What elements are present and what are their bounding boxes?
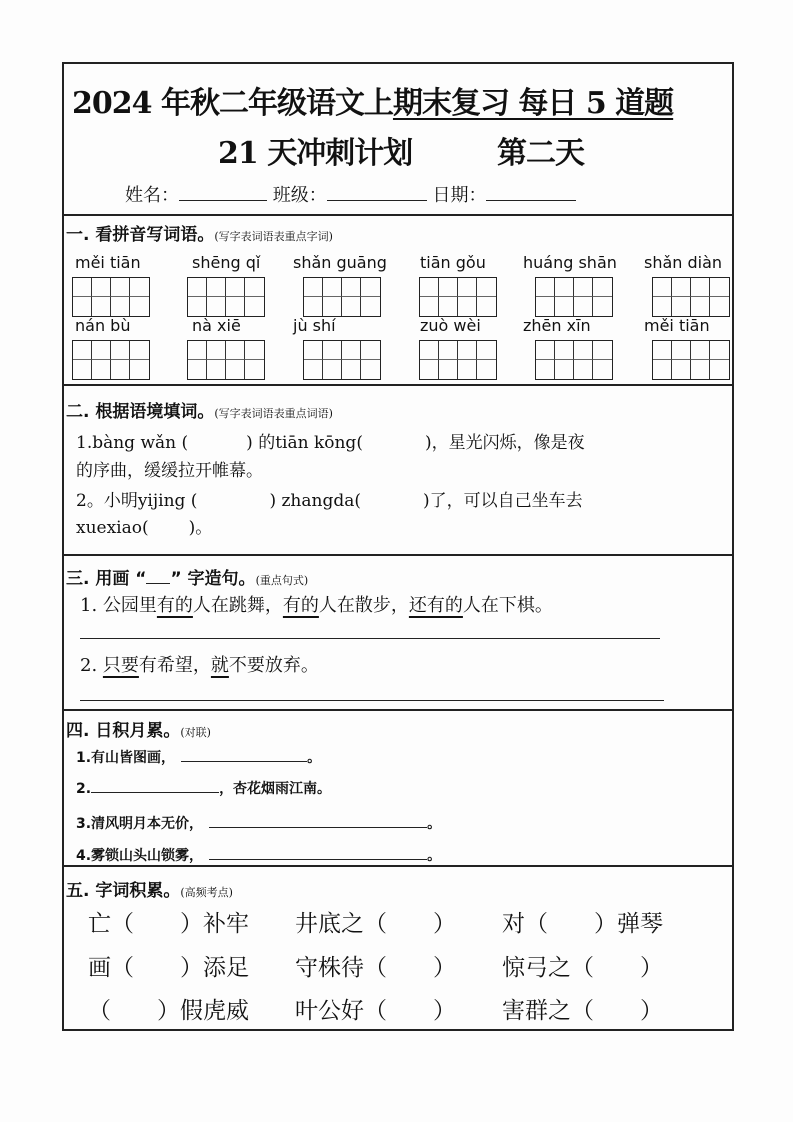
underline-sample bbox=[146, 583, 170, 584]
grid-cell bbox=[130, 341, 149, 360]
heading-text: 二. 根据语境填词。 bbox=[66, 402, 215, 422]
pinyin-label: jù shí bbox=[293, 316, 336, 335]
grid-cell bbox=[207, 360, 226, 379]
idiom-fill-item[interactable]: 惊弓之（ ） bbox=[502, 955, 663, 981]
pinyin-label: tiān gǒu bbox=[420, 253, 486, 272]
idiom-fill-item[interactable]: 叶公好（ ） bbox=[295, 998, 456, 1024]
grid-cell bbox=[710, 297, 729, 316]
key-phrase: 有的 bbox=[282, 595, 319, 616]
grid-cell bbox=[477, 341, 496, 360]
grid-cell bbox=[420, 341, 439, 360]
grid-cell bbox=[304, 297, 323, 316]
text: 4.雾锁山头山锁雾， bbox=[76, 848, 204, 864]
grid-cell bbox=[555, 297, 574, 316]
grid-cell bbox=[439, 278, 458, 297]
grid-cell bbox=[691, 341, 710, 360]
grid-cell bbox=[304, 278, 323, 297]
text: )，星光闪烁，像是夜 bbox=[424, 433, 585, 453]
writing-grid[interactable] bbox=[187, 277, 265, 317]
grid-cell bbox=[361, 278, 380, 297]
grid-cell bbox=[73, 341, 92, 360]
grid-cell bbox=[710, 341, 729, 360]
grid-cell bbox=[574, 341, 593, 360]
question-2-2-line2 bbox=[76, 513, 212, 538]
grid-cell bbox=[73, 278, 92, 297]
writing-grid[interactable] bbox=[419, 340, 497, 380]
grid-cell bbox=[323, 278, 342, 297]
grid-cell bbox=[672, 278, 691, 297]
grid-cell bbox=[574, 278, 593, 297]
grid-cell bbox=[439, 341, 458, 360]
grid-cell bbox=[92, 297, 111, 316]
question-2-2-line1 bbox=[76, 486, 583, 511]
writing-grid[interactable] bbox=[535, 277, 613, 317]
grid-cell bbox=[593, 278, 612, 297]
grid-cell bbox=[672, 297, 691, 316]
idiom-fill-item[interactable]: 亡（ ）补牢 bbox=[88, 911, 249, 937]
writing-grid[interactable] bbox=[72, 277, 150, 317]
idiom-fill-item[interactable]: 守株待（ ） bbox=[295, 955, 456, 981]
grid-cell bbox=[92, 360, 111, 379]
text: xuexiao( bbox=[76, 518, 149, 538]
couplet-1 bbox=[76, 747, 321, 767]
grid-cell bbox=[672, 360, 691, 379]
answer-blank[interactable] bbox=[91, 792, 219, 793]
grid-cell bbox=[439, 297, 458, 316]
grid-cell bbox=[458, 360, 477, 379]
answer-line[interactable] bbox=[80, 700, 664, 701]
grid-cell bbox=[245, 360, 264, 379]
text: ) zhangda( bbox=[269, 491, 361, 511]
grid-cell bbox=[574, 360, 593, 379]
text: 。 bbox=[427, 848, 442, 864]
couplet-4 bbox=[76, 845, 441, 865]
name-label: 姓名： bbox=[125, 185, 179, 206]
title-text: 2024 年秋二年级语文上 bbox=[72, 86, 393, 121]
grid-cell bbox=[130, 278, 149, 297]
sentence-text: 人在散步， bbox=[318, 595, 409, 616]
grid-cell bbox=[323, 360, 342, 379]
grid-cell bbox=[73, 360, 92, 379]
grid-cell bbox=[555, 341, 574, 360]
page-title bbox=[72, 78, 673, 122]
grid-cell bbox=[188, 341, 207, 360]
heading-note: (写字表词语表重点词语) bbox=[214, 407, 333, 420]
pinyin-label: nán bù bbox=[75, 316, 131, 335]
text: 。 bbox=[427, 816, 442, 832]
answer-blank[interactable] bbox=[181, 761, 307, 762]
section5-heading bbox=[66, 876, 233, 901]
grid-cell bbox=[691, 297, 710, 316]
heading-note: (高频考点) bbox=[180, 886, 233, 899]
question-2-1-line2: 的序曲，缓缓拉开帷幕。 bbox=[76, 461, 263, 481]
grid-cell bbox=[458, 341, 477, 360]
grid-cell bbox=[130, 360, 149, 379]
grid-cell bbox=[111, 360, 130, 379]
date-field[interactable] bbox=[486, 200, 576, 201]
grid-cell bbox=[420, 297, 439, 316]
grid-cell bbox=[207, 278, 226, 297]
question-3-2 bbox=[80, 651, 319, 677]
grid-cell bbox=[710, 360, 729, 379]
grid-cell bbox=[188, 297, 207, 316]
heading-text: ” 字造句。 bbox=[170, 569, 256, 589]
writing-grid[interactable] bbox=[535, 340, 613, 380]
heading-text: 四. 日积月累。 bbox=[66, 721, 181, 741]
grid-cell bbox=[245, 297, 264, 316]
title-underlined-text: 期末复习 每日 5 道题 bbox=[392, 86, 674, 121]
grid-cell bbox=[304, 360, 323, 379]
grid-cell bbox=[226, 341, 245, 360]
pinyin-label: nà xiē bbox=[192, 316, 241, 335]
text: 3.清风明月本无价， bbox=[76, 816, 204, 832]
grid-cell bbox=[245, 278, 264, 297]
grid-cell bbox=[672, 341, 691, 360]
answer-blank[interactable] bbox=[209, 859, 427, 860]
idiom-fill-item[interactable]: （ ）假虎威 bbox=[88, 998, 249, 1024]
grid-cell bbox=[710, 278, 729, 297]
text: 2. bbox=[76, 781, 92, 797]
grid-cell bbox=[188, 360, 207, 379]
grid-cell bbox=[593, 360, 612, 379]
divider bbox=[62, 865, 734, 867]
grid-cell bbox=[111, 278, 130, 297]
grid-cell bbox=[361, 341, 380, 360]
grid-cell bbox=[420, 360, 439, 379]
text: ，杏花烟雨江南。 bbox=[219, 781, 332, 797]
section4-heading bbox=[66, 716, 211, 741]
text: 。 bbox=[307, 750, 322, 766]
grid-cell bbox=[439, 360, 458, 379]
grid-cell bbox=[536, 360, 555, 379]
text: )了，可以自己坐车去 bbox=[423, 491, 583, 511]
grid-cell bbox=[226, 360, 245, 379]
text: ) 的tiān kōng( bbox=[246, 433, 363, 453]
pinyin-label: zhēn xīn bbox=[523, 316, 591, 335]
sentence-text: 1. 公园里 bbox=[80, 595, 157, 616]
divider bbox=[62, 214, 734, 216]
grid-cell bbox=[92, 341, 111, 360]
grid-cell bbox=[536, 297, 555, 316]
heading-note: (对联) bbox=[180, 726, 211, 739]
name-field[interactable] bbox=[179, 200, 267, 201]
grid-cell bbox=[73, 297, 92, 316]
writing-grid[interactable] bbox=[72, 340, 150, 380]
couplet-2 bbox=[76, 778, 331, 798]
pinyin-label: měi tiān bbox=[75, 253, 141, 272]
pinyin-label: měi tiān bbox=[644, 316, 710, 335]
grid-cell bbox=[593, 297, 612, 316]
grid-cell bbox=[130, 297, 149, 316]
grid-cell bbox=[207, 297, 226, 316]
idiom-fill-item[interactable]: 害群之（ ） bbox=[502, 998, 663, 1024]
heading-note: (写字表词语表重点字词) bbox=[214, 230, 333, 243]
pinyin-label: huáng shān bbox=[523, 253, 617, 272]
pinyin-label: shǎn guāng bbox=[293, 253, 387, 272]
grid-cell bbox=[555, 360, 574, 379]
grid-cell bbox=[477, 297, 496, 316]
text: 1.有山皆图画， bbox=[76, 750, 176, 766]
student-info bbox=[125, 181, 576, 207]
sentence-text: 不要放弃。 bbox=[228, 655, 319, 676]
grid-cell bbox=[653, 360, 672, 379]
writing-grid[interactable] bbox=[419, 277, 497, 317]
grid-cell bbox=[536, 341, 555, 360]
day-subtitle: 第二天 bbox=[497, 136, 584, 171]
grid-cell bbox=[691, 278, 710, 297]
grid-cell bbox=[574, 297, 593, 316]
answer-line[interactable] bbox=[80, 638, 660, 639]
heading-note: (重点句式) bbox=[255, 574, 309, 587]
class-label: 班级： bbox=[272, 185, 327, 206]
idiom-fill-item[interactable]: 对（ ）弹琴 bbox=[502, 911, 663, 937]
grid-cell bbox=[653, 278, 672, 297]
grid-cell bbox=[653, 297, 672, 316]
grid-cell bbox=[323, 341, 342, 360]
idiom-fill-item[interactable]: 井底之（ ） bbox=[295, 911, 456, 937]
grid-cell bbox=[342, 297, 361, 316]
grid-cell bbox=[653, 341, 672, 360]
sentence-text: 2. bbox=[80, 655, 103, 676]
grid-cell bbox=[226, 278, 245, 297]
grid-cell bbox=[458, 278, 477, 297]
key-phrase: 只要 bbox=[102, 655, 139, 676]
grid-cell bbox=[111, 297, 130, 316]
key-phrase: 还有的 bbox=[408, 595, 463, 616]
writing-grid[interactable] bbox=[303, 340, 381, 380]
pinyin-label: zuò wèi bbox=[420, 316, 481, 335]
grid-cell bbox=[304, 341, 323, 360]
heading-text: 一. 看拼音写词语。 bbox=[66, 225, 215, 245]
grid-cell bbox=[342, 278, 361, 297]
writing-grid[interactable] bbox=[303, 277, 381, 317]
text: 2。小明yijing ( bbox=[76, 491, 198, 511]
grid-cell bbox=[92, 278, 111, 297]
grid-cell bbox=[458, 297, 477, 316]
text: )。 bbox=[188, 518, 213, 538]
sentence-text: 人在下棋。 bbox=[462, 595, 553, 616]
key-phrase: 就 bbox=[210, 655, 229, 676]
grid-cell bbox=[342, 360, 361, 379]
grid-cell bbox=[323, 297, 342, 316]
writing-grid[interactable] bbox=[652, 277, 730, 317]
grid-cell bbox=[555, 278, 574, 297]
grid-cell bbox=[420, 278, 439, 297]
answer-blank[interactable] bbox=[209, 827, 427, 828]
question-2-1-line1 bbox=[76, 428, 585, 453]
question-3-1 bbox=[80, 591, 553, 617]
grid-cell bbox=[188, 278, 207, 297]
grid-cell bbox=[691, 360, 710, 379]
pinyin-label: shēng qǐ bbox=[192, 253, 261, 272]
grid-cell bbox=[361, 297, 380, 316]
sentence-text: 有希望， bbox=[138, 655, 211, 676]
section2-heading bbox=[66, 397, 333, 422]
grid-cell bbox=[593, 341, 612, 360]
idiom-fill-item[interactable]: 画（ ）添足 bbox=[88, 955, 249, 981]
section1-heading bbox=[66, 220, 333, 245]
couplet-3 bbox=[76, 813, 441, 833]
class-field[interactable] bbox=[327, 200, 427, 201]
plan-subtitle: 21 天冲刺计划 bbox=[218, 136, 413, 171]
grid-cell bbox=[477, 360, 496, 379]
pinyin-label: shǎn diàn bbox=[644, 253, 723, 272]
writing-grid[interactable] bbox=[652, 340, 730, 380]
grid-cell bbox=[111, 341, 130, 360]
key-phrase: 有的 bbox=[156, 595, 193, 616]
heading-text: 五. 字词积累。 bbox=[66, 881, 181, 901]
section3-heading bbox=[66, 564, 308, 589]
date-label: 日期： bbox=[432, 185, 487, 206]
divider bbox=[62, 384, 734, 386]
grid-cell bbox=[536, 278, 555, 297]
sentence-text: 人在跳舞， bbox=[192, 595, 283, 616]
grid-cell bbox=[477, 278, 496, 297]
grid-cell bbox=[245, 341, 264, 360]
grid-cell bbox=[361, 360, 380, 379]
grid-cell bbox=[226, 297, 245, 316]
writing-grid[interactable] bbox=[187, 340, 265, 380]
text: 1.bàng wǎn ( bbox=[76, 433, 189, 453]
divider bbox=[62, 554, 734, 556]
grid-cell bbox=[342, 341, 361, 360]
heading-text: 三. 用画 “ bbox=[66, 569, 147, 589]
divider bbox=[62, 709, 734, 711]
grid-cell bbox=[207, 341, 226, 360]
